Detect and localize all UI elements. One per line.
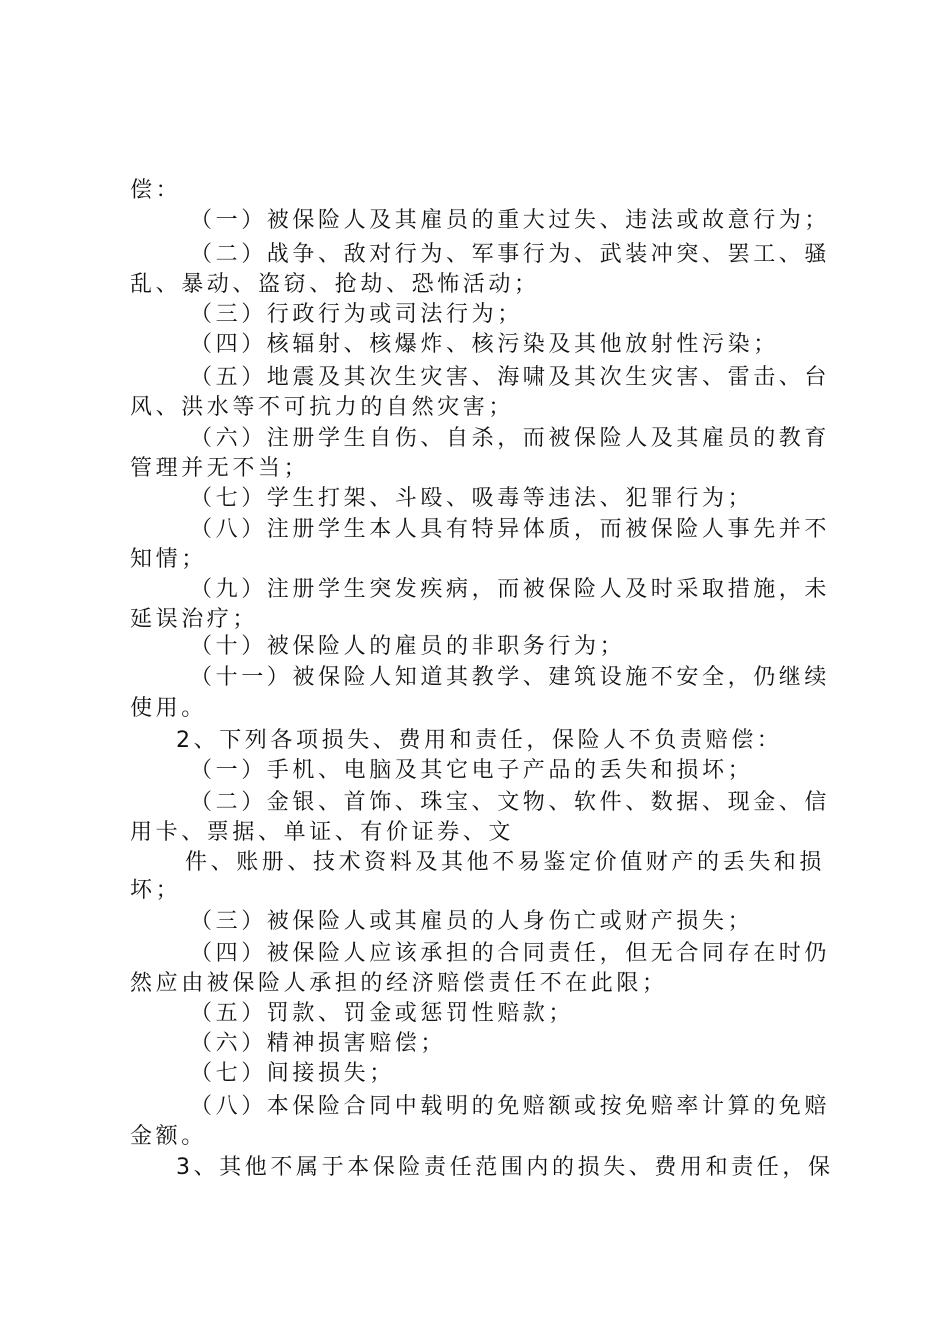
text-line: 知情； xyxy=(130,547,207,572)
text-line: 偿： xyxy=(130,178,182,203)
text-line: 用卡、票据、单证、有价证券、文 xyxy=(130,820,515,845)
text-line: （八）本保险合同中载明的免赔额或按免赔率计算的免赔 xyxy=(190,1094,831,1119)
text-line: （九）注册学生突发疾病，而被保险人及时采取措施，未 xyxy=(190,577,831,602)
text-line: （三）被保险人或其雇员的人身伤亡或财产损失； xyxy=(190,909,754,934)
text-line: 延误治疗； xyxy=(130,607,259,632)
text-line: 件、账册、技术资料及其他不易鉴定价值财产的丢失和损 xyxy=(185,850,826,875)
text-line: （十一）被保险人知道其教学、建筑设施不安全，仍继续 xyxy=(190,665,831,690)
text-line: 管理并无不当； xyxy=(130,456,310,481)
text-line: 乱、暴动、盗窃、抢劫、恐怖活动； xyxy=(130,272,540,297)
text-line: （五）罚款、罚金或惩罚性赔款； xyxy=(190,1001,575,1026)
text-line: （一）手机、电脑及其它电子产品的丢失和损坏； xyxy=(190,758,754,783)
text-line: （六）注册学生自伤、自杀，而被保险人及其雇员的教育 xyxy=(190,426,831,451)
text-line: 2、下列各项损失、费用和责任，保险人不负责赔偿： xyxy=(176,728,783,753)
text-line: （七）间接损失； xyxy=(190,1061,395,1086)
text-line: 然应由被保险人承担的经济赔偿责任不在此限； xyxy=(130,971,668,996)
text-line: （五）地震及其次生灾害、海啸及其次生灾害、雷击、台 xyxy=(190,365,831,390)
text-line: （八）注册学生本人具有特异体质，而被保险人事先并不 xyxy=(190,517,831,542)
text-line: （二）金银、首饰、珠宝、文物、软件、数据、现金、信 xyxy=(190,790,831,815)
text-line: （六）精神损害赔偿； xyxy=(190,1031,447,1056)
text-line: （四）核辐射、核爆炸、核污染及其他放射性污染； xyxy=(190,332,779,357)
text-line: 坏； xyxy=(130,878,182,903)
text-line: （十）被保险人的雇员的非职务行为； xyxy=(190,634,626,659)
text-line: （四）被保险人应该承担的合同责任，但无合同存在时仍 xyxy=(190,941,831,966)
text-line: 金额。 xyxy=(130,1124,207,1149)
text-line: （二）战争、敌对行为、军事行为、武装冲突、罢工、骚 xyxy=(190,242,831,267)
text-line: （一）被保险人及其雇员的重大过失、违法或故意行为； xyxy=(190,208,831,233)
text-line: 使用。 xyxy=(130,696,207,721)
text-line: （七）学生打架、斗殴、吸毒等违法、犯罪行为； xyxy=(190,486,754,511)
text-line: 风、洪水等不可抗力的自然灾害； xyxy=(130,395,515,420)
text-line: （三）行政行为或司法行为； xyxy=(190,302,523,327)
text-line: 3、其他不属于本保险责任范围内的损失、费用和责任，保 xyxy=(176,1155,834,1180)
